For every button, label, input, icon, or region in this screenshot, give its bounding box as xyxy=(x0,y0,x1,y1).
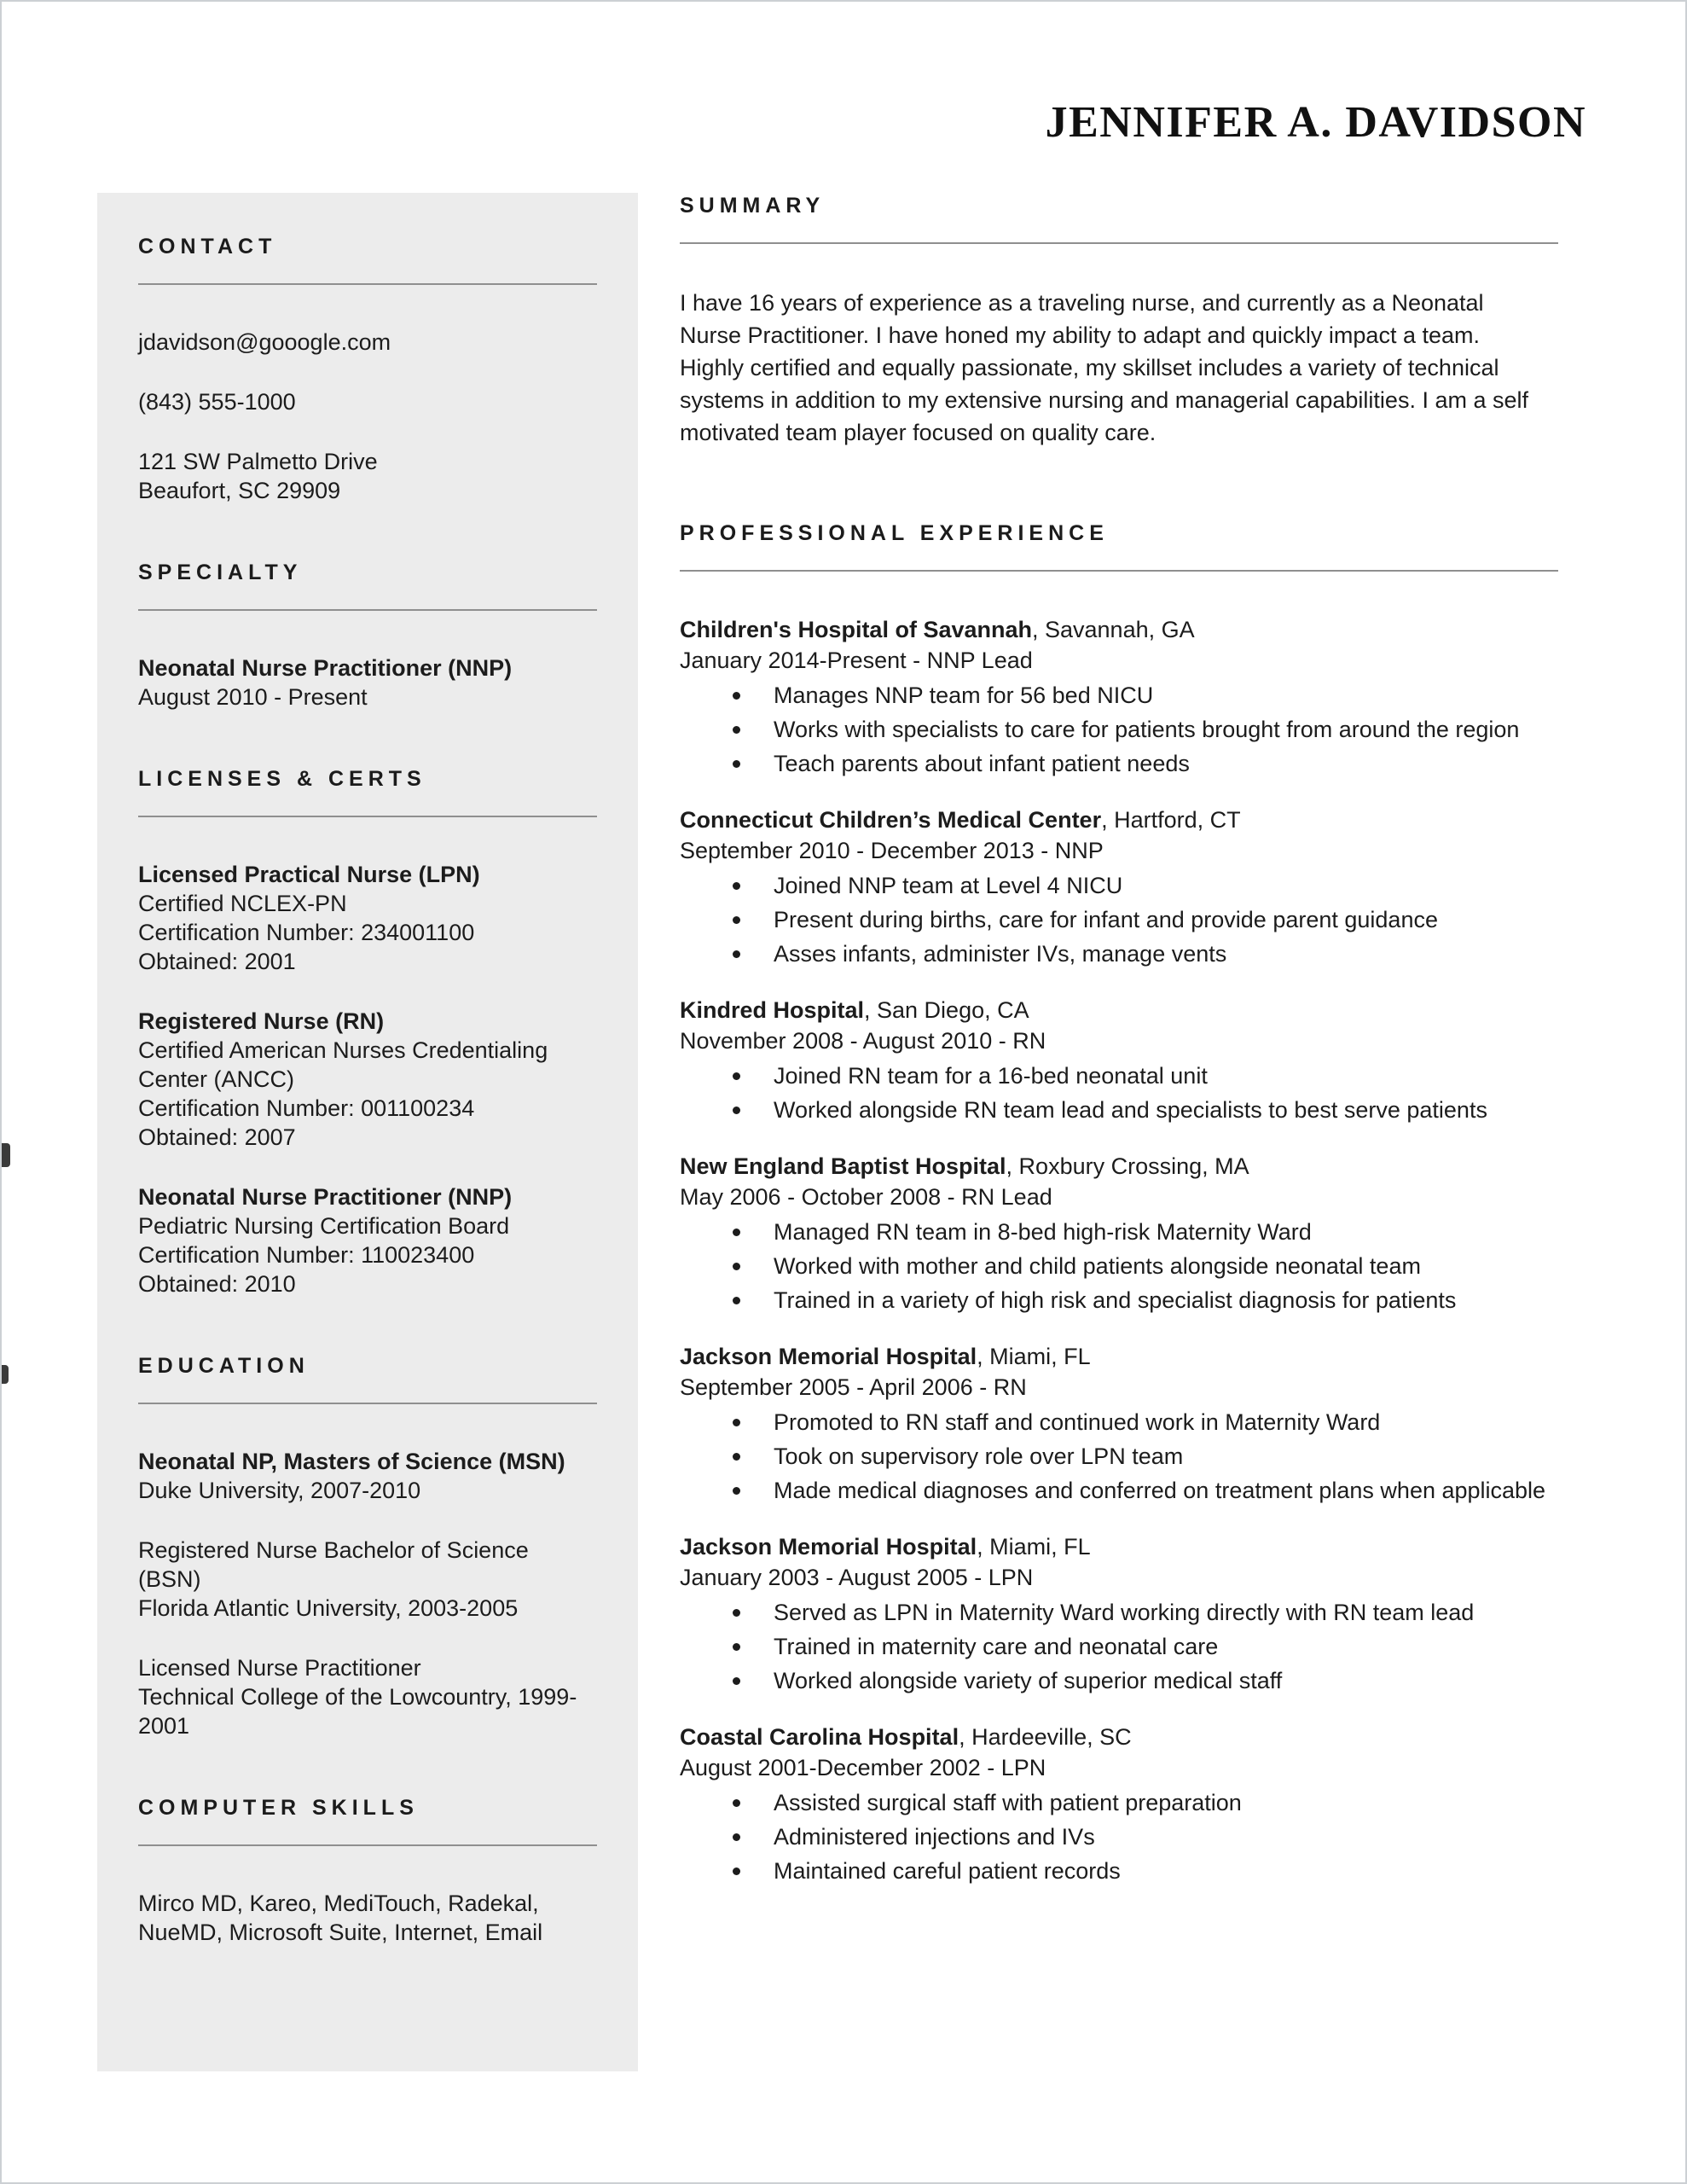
bullet-text: Worked with mother and child patients alongside neonatal team xyxy=(774,1253,1421,1279)
job-entry xyxy=(680,614,1558,779)
bullet-text: Joined RN team for a 16-bed neonatal unit xyxy=(774,1063,1208,1089)
job-bullets xyxy=(680,1217,1558,1316)
heading-rule xyxy=(138,1844,597,1846)
sidebar-line: Obtained: 2001 xyxy=(138,949,296,974)
bullet-text: Took on supervisory role over LPN team xyxy=(774,1443,1184,1469)
bullet-icon xyxy=(733,1453,740,1461)
job-title xyxy=(680,804,1558,835)
sidebar-section-heading: EDUCATION xyxy=(138,1354,310,1378)
sidebar-line: Neonatal Nurse Practitioner (NNP) xyxy=(138,655,513,681)
job-dateline: January 2014-Present - NNP Lead xyxy=(680,648,1033,673)
job-bullet xyxy=(680,1217,1558,1247)
job-entry xyxy=(680,804,1558,969)
sidebar-section-blocks xyxy=(138,860,597,1298)
sidebar-block xyxy=(138,653,597,712)
job-name: New England Baptist Hospital xyxy=(680,1153,1006,1179)
bullet-icon xyxy=(733,1799,740,1807)
job-title xyxy=(680,614,1558,645)
job-bullet xyxy=(680,715,1558,745)
job-location: , Hartford, CT xyxy=(1101,807,1241,833)
job-bullet xyxy=(680,1061,1558,1091)
bullet-icon xyxy=(733,1609,740,1617)
bullet-text: Worked alongside RN team lead and specialists to best serve patients xyxy=(774,1097,1487,1123)
bullet-text: Maintained careful patient records xyxy=(774,1858,1121,1884)
job-location: , San Diego, CA xyxy=(864,997,1029,1023)
sidebar-section-blocks xyxy=(138,328,597,505)
sidebar-line: August 2010 - Present xyxy=(138,684,368,710)
sidebar-line: Registered Nurse (RN) xyxy=(138,1008,385,1034)
job-dateline: August 2001-December 2002 - LPN xyxy=(680,1755,1046,1780)
job-entry xyxy=(680,1722,1558,1886)
sidebar-block xyxy=(138,1653,597,1740)
bullet-icon xyxy=(733,1867,740,1875)
job-name: Jackson Memorial Hospital xyxy=(680,1534,977,1560)
sidebar-line: Pediatric Nursing Certification Board xyxy=(138,1213,510,1239)
heading-rule xyxy=(138,609,597,611)
job-name: Children's Hospital of Savannah xyxy=(680,617,1032,642)
bullet-text: Trained in a variety of high risk and specialist diagnosis for patients xyxy=(774,1287,1457,1313)
job-dateline: September 2005 - April 2006 - RN xyxy=(680,1374,1027,1400)
sidebar-line: Certified American Nurses Credentialing Center (ANCC) xyxy=(138,1037,548,1092)
job-location: , Roxbury Crossing, MA xyxy=(1006,1153,1249,1179)
sidebar-block xyxy=(138,1889,597,1947)
job-bullets xyxy=(680,871,1558,969)
scan-artifact xyxy=(2,1143,10,1167)
bullet-icon xyxy=(733,1419,740,1426)
job-entry xyxy=(680,995,1558,1125)
bullet-icon xyxy=(733,916,740,924)
bullet-text: Joined NNP team at Level 4 NICU xyxy=(774,873,1123,898)
heading-rule xyxy=(138,1403,597,1404)
main-column xyxy=(680,193,1558,1886)
bullet-icon xyxy=(733,882,740,890)
job-location: , Miami, FL xyxy=(977,1534,1091,1560)
job-title xyxy=(680,1151,1558,1182)
job-name: Connecticut Children’s Medical Center xyxy=(680,807,1102,833)
job-bullets xyxy=(680,1408,1558,1506)
job-entry xyxy=(680,1531,1558,1696)
sidebar-line: Registered Nurse Bachelor of Science (BSN) xyxy=(138,1537,529,1592)
sidebar-section-blocks xyxy=(138,1889,597,1947)
experience-section xyxy=(680,520,1558,1886)
sidebar-block xyxy=(138,387,597,416)
bullet-icon xyxy=(733,1228,740,1236)
job-bullets xyxy=(680,1598,1558,1696)
sidebar-block xyxy=(138,1536,597,1623)
bullet-text: Managed RN team in 8-bed high-risk Maternity Ward xyxy=(774,1219,1312,1245)
job-bullet xyxy=(680,749,1558,779)
scan-artifact xyxy=(2,1365,9,1384)
resume-name: JENNIFER A. DAVIDSON xyxy=(1045,98,1586,147)
job-name: Kindred Hospital xyxy=(680,997,865,1023)
bullet-text: Worked alongside variety of superior medical staff xyxy=(774,1668,1283,1693)
sidebar-section-blocks xyxy=(138,1447,597,1740)
summary-heading: SUMMARY xyxy=(680,194,826,218)
sidebar-block xyxy=(138,1447,597,1505)
job-title xyxy=(680,995,1558,1025)
sidebar-line: Certification Number: 234001100 xyxy=(138,920,475,945)
job-name: Jackson Memorial Hospital xyxy=(680,1344,977,1369)
bullet-text: Promoted to RN staff and continued work in Maternity Ward xyxy=(774,1409,1381,1435)
sidebar-line: Florida Atlantic University, 2003-2005 xyxy=(138,1595,519,1621)
sidebar-line: Neonatal Nurse Practitioner (NNP) xyxy=(138,1184,513,1210)
bullet-text: Administered injections and IVs xyxy=(774,1824,1095,1850)
bullet-icon xyxy=(733,1263,740,1270)
jobs-list xyxy=(680,614,1558,1886)
job-bullet xyxy=(680,1286,1558,1316)
sidebar-section-heading: LICENSES & CERTS xyxy=(138,767,426,791)
job-dateline: September 2010 - December 2013 - NNP xyxy=(680,838,1104,863)
job-bullet xyxy=(680,871,1558,901)
bullet-icon xyxy=(733,1677,740,1685)
job-entry xyxy=(680,1151,1558,1316)
sidebar-block xyxy=(138,1007,597,1152)
bullet-icon xyxy=(733,1072,740,1080)
bullet-icon xyxy=(733,1643,740,1651)
sidebar-line: Certified NCLEX-PN xyxy=(138,891,347,916)
sidebar-line: Technical College of the Lowcountry, 1999-2001 xyxy=(138,1684,577,1739)
job-bullet xyxy=(680,681,1558,711)
sidebar-section-blocks xyxy=(138,653,597,712)
job-bullet xyxy=(680,1788,1558,1818)
sidebar-block xyxy=(138,860,597,976)
bullet-icon xyxy=(733,726,740,734)
bullet-icon xyxy=(733,760,740,768)
job-bullet xyxy=(680,1252,1558,1281)
heading-rule xyxy=(138,816,597,817)
heading-rule xyxy=(680,570,1558,572)
sidebar-line: Licensed Nurse Practitioner xyxy=(138,1655,421,1681)
job-name: Coastal Carolina Hospital xyxy=(680,1724,959,1750)
bullet-text: Served as LPN in Maternity Ward working directly with RN team lead xyxy=(774,1600,1475,1625)
sidebar-section xyxy=(138,560,597,712)
job-title xyxy=(680,1341,1558,1372)
job-bullets xyxy=(680,681,1558,779)
bullet-text: Assisted surgical staff with patient preparation xyxy=(774,1790,1242,1815)
sidebar-line: Certification Number: 001100234 xyxy=(138,1095,475,1121)
sidebar-line: 121 SW Palmetto Drive xyxy=(138,449,378,474)
bullet-icon xyxy=(733,1107,740,1114)
job-location: , Savannah, GA xyxy=(1032,617,1195,642)
sidebar-line: Obtained: 2007 xyxy=(138,1124,296,1150)
bullet-text: Present during births, care for infant and provide parent guidance xyxy=(774,907,1438,932)
sidebar-line: Mirco MD, Kareo, MediTouch, Radekal, NueMD, Microsoft Suite, Internet, Email xyxy=(138,1891,543,1945)
job-location: , Hardeeville, SC xyxy=(959,1724,1132,1750)
job-dateline: January 2003 - August 2005 - LPN xyxy=(680,1565,1034,1590)
job-bullets xyxy=(680,1061,1558,1125)
sidebar-block xyxy=(138,328,597,357)
job-bullet xyxy=(680,1666,1558,1696)
job-bullet xyxy=(680,1598,1558,1628)
sidebar-line: Neonatal NP, Masters of Science (MSN) xyxy=(138,1449,565,1474)
job-bullet xyxy=(680,905,1558,935)
bullet-text: Asses infants, administer IVs, manage vents xyxy=(774,941,1227,967)
sidebar-line: Certification Number: 110023400 xyxy=(138,1242,475,1268)
job-bullet xyxy=(680,1442,1558,1472)
heading-rule xyxy=(680,242,1558,244)
sidebar-section xyxy=(138,1795,597,1947)
bullet-icon xyxy=(733,1833,740,1841)
bullet-text: Trained in maternity care and neonatal care xyxy=(774,1634,1219,1659)
bullet-text: Works with specialists to care for patients brought from around the region xyxy=(774,717,1520,742)
sidebar-line: jdavidson@gooogle.com xyxy=(138,329,391,355)
summary-text: I have 16 years of experience as a traveling nurse, and currently as a Neonatal Nurse Practitioner. I have honed my ability to adapt and quickly impact a team. Highly certified and equally passionate, my skillset includes a variety of technical systems in addition to my extensive nursing and managerial capabilities. I am a self motivated team player focused on quality care. xyxy=(680,290,1528,445)
sidebar-line: Licensed Practical Nurse (LPN) xyxy=(138,862,480,887)
job-dateline: November 2008 - August 2010 - RN xyxy=(680,1028,1046,1054)
summary-section xyxy=(680,193,1558,449)
experience-heading: PROFESSIONAL EXPERIENCE xyxy=(680,521,1109,545)
job-bullet xyxy=(680,1632,1558,1662)
sidebar xyxy=(97,193,638,2071)
sidebar-section xyxy=(138,1353,597,1740)
bullet-text: Teach parents about infant patient needs xyxy=(774,751,1190,776)
job-bullet xyxy=(680,1822,1558,1852)
bullet-text: Made medical diagnoses and conferred on treatment plans when applicable xyxy=(774,1478,1546,1503)
sidebar-section-heading: COMPUTER SKILLS xyxy=(138,1796,419,1820)
heading-rule xyxy=(138,283,597,285)
job-bullet xyxy=(680,939,1558,969)
job-bullet xyxy=(680,1408,1558,1438)
sidebar-section xyxy=(138,766,597,1298)
bullet-text: Manages NNP team for 56 bed NICU xyxy=(774,682,1154,708)
job-title xyxy=(680,1722,1558,1752)
job-title xyxy=(680,1531,1558,1562)
bullet-icon xyxy=(733,950,740,958)
bullet-icon xyxy=(733,1297,740,1304)
sidebar-section-heading: CONTACT xyxy=(138,235,277,258)
job-bullet xyxy=(680,1476,1558,1506)
bullet-icon xyxy=(733,692,740,700)
sidebar-line: (843) 555-1000 xyxy=(138,389,296,415)
sidebar-section xyxy=(138,234,597,505)
job-bullet xyxy=(680,1856,1558,1886)
job-bullets xyxy=(680,1788,1558,1886)
sidebar-line: Duke University, 2007-2010 xyxy=(138,1478,421,1503)
sidebar-block xyxy=(138,1182,597,1298)
job-location: , Miami, FL xyxy=(977,1344,1091,1369)
bullet-icon xyxy=(733,1487,740,1495)
sidebar-line: Obtained: 2010 xyxy=(138,1271,296,1297)
job-dateline: May 2006 - October 2008 - RN Lead xyxy=(680,1184,1052,1210)
job-entry xyxy=(680,1341,1558,1506)
sidebar-section-heading: SPECIALTY xyxy=(138,561,303,584)
sidebar-block xyxy=(138,447,597,505)
job-bullet xyxy=(680,1095,1558,1125)
sidebar-line: Beaufort, SC 29909 xyxy=(138,478,341,503)
